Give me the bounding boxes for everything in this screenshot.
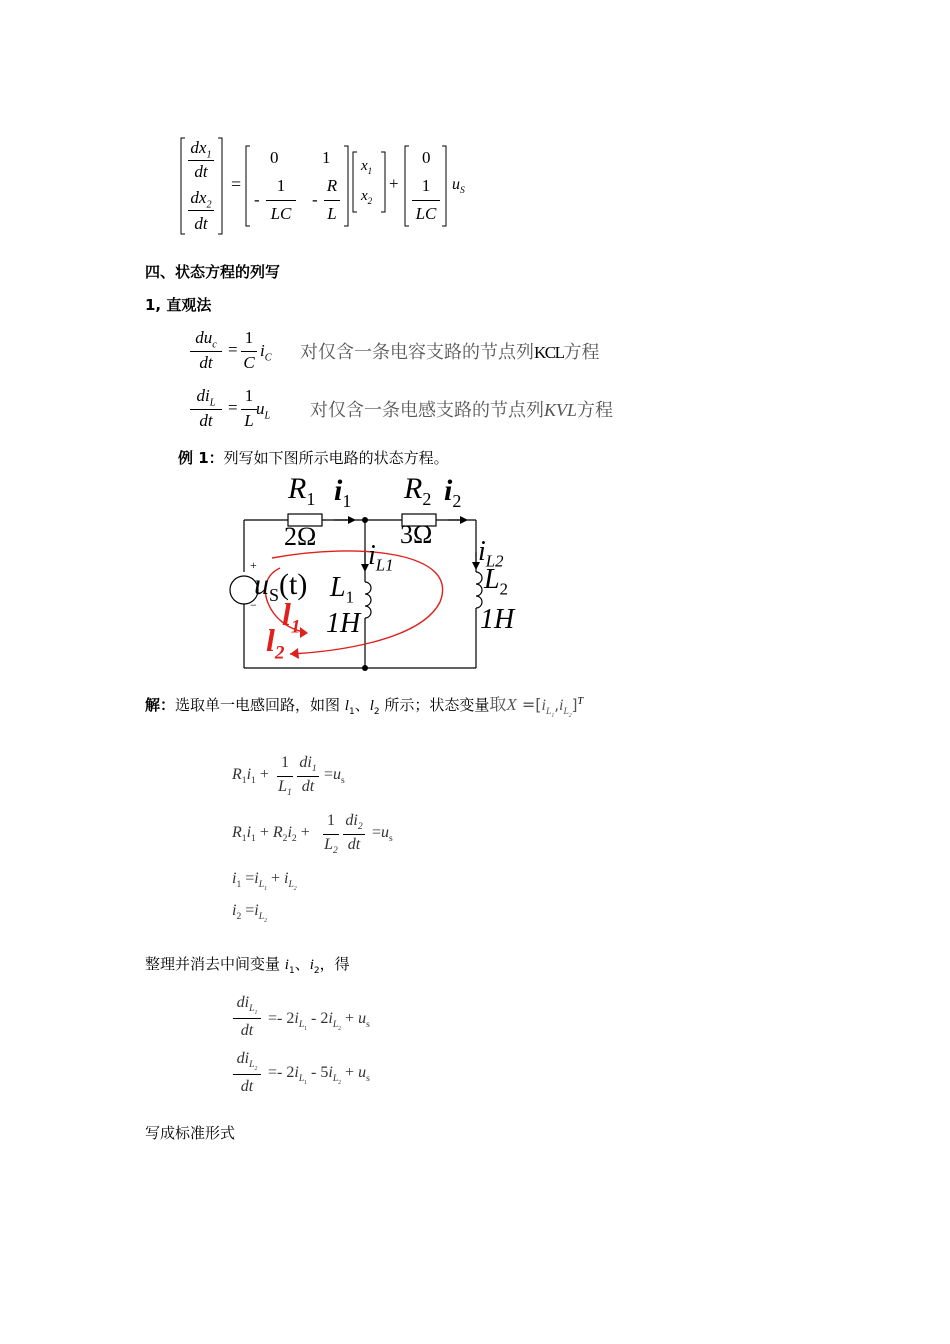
a21-num: 1 — [276, 176, 286, 195]
a21-den: LC — [270, 204, 292, 223]
l2-label: $L_2$ — [484, 564, 508, 599]
a22-sign: - — [312, 190, 318, 209]
r1-value: 2Ω — [284, 522, 317, 551]
state-equations: $di_{L_1}$ dt =- $2i_{L_1} - 2i_{L_2} + u_s$ $di_{L_2}$ dt =- $2i_{L_1} - 5i_{L_2} + u_s$ — [232, 994, 492, 1104]
a12: 1 — [322, 148, 331, 167]
lhs-bot-num: $dx_2$ — [190, 188, 212, 211]
rule1: $du_c$ dt = 1 C $i_C$ 对仅含一条电容支路的节点列KCL方程 — [188, 328, 648, 378]
b2-num: 1 — [421, 176, 431, 195]
lhs-top-num: $dx_1$ — [190, 138, 212, 161]
matrix-equation — [178, 134, 498, 240]
l1-label: $L_1$ — [330, 572, 354, 607]
r2-value: 3Ω — [400, 520, 433, 549]
example-line: 例 1：列写如下图所示电路的状态方程。 — [178, 449, 449, 467]
solution-line: 解：选取单一电感回路，如图 $l_1$、$l_2$ 所示；状态变量取$X =[i_{L_1},i_{L_2}]^T$ — [145, 695, 584, 720]
b2-den: LC — [415, 204, 437, 223]
a22-den: L — [327, 204, 337, 223]
loop1-label: $l_1$ — [282, 596, 301, 638]
a11: 0 — [270, 148, 279, 167]
i2-label: $i_2$ — [444, 474, 462, 511]
plus-terminal: + — [250, 558, 257, 572]
b1: 0 — [422, 148, 431, 167]
equals-sign: = — [231, 174, 242, 194]
il1-label: $i_{L1}$ — [368, 540, 394, 575]
method-title: 1, 直观法 — [145, 296, 212, 314]
l2-value: 1H — [480, 604, 515, 635]
us-term: $u_S$ — [452, 176, 465, 197]
x2: $x_2$ — [361, 188, 373, 206]
il2-label: $i_{L2}$ — [478, 536, 504, 571]
lhs-bot-den: dt — [194, 214, 208, 233]
us-label: $u_S(t)$ — [254, 568, 308, 605]
plus-sign: + — [389, 174, 399, 193]
section4-title: 四、状态方程的列写 — [145, 263, 281, 281]
minus-terminal: − — [250, 598, 257, 612]
r2-label: $R_2$ — [404, 472, 432, 509]
rule2: $di_L$ dt = 1 L $u_L$ 对仅含一条电感支路的节点列KVL方程 — [188, 386, 648, 436]
kvl-equations: $R_1i_1$ + 1 $L_1$ $di_1$ dt $=u_s$ $R_1i_1 + R_2i_2$ + 1 $L_2$ $di_2$ dt $=u_s$ $i_1 =i_{L_1} + i_{L_2}$ $i_2 =i_{L_2}$ — [232, 754, 393, 925]
l1-value: 1H — [326, 608, 361, 639]
circuit-diagram — [220, 472, 540, 672]
x1: $x_1$ — [361, 158, 373, 176]
lhs-top-den: dt — [194, 162, 208, 181]
eliminate-line: 整理并消去中间变量 $i_1$、$i_2$，得 — [145, 955, 350, 976]
i1-label: $i_1$ — [334, 474, 352, 511]
final-text: 写成标准形式 — [145, 1124, 236, 1142]
r1-label: $R_1$ — [288, 472, 316, 509]
a22-num: R — [326, 176, 338, 195]
loop2-label: $l_2$ — [266, 622, 285, 664]
a21-sign: - — [254, 190, 260, 209]
